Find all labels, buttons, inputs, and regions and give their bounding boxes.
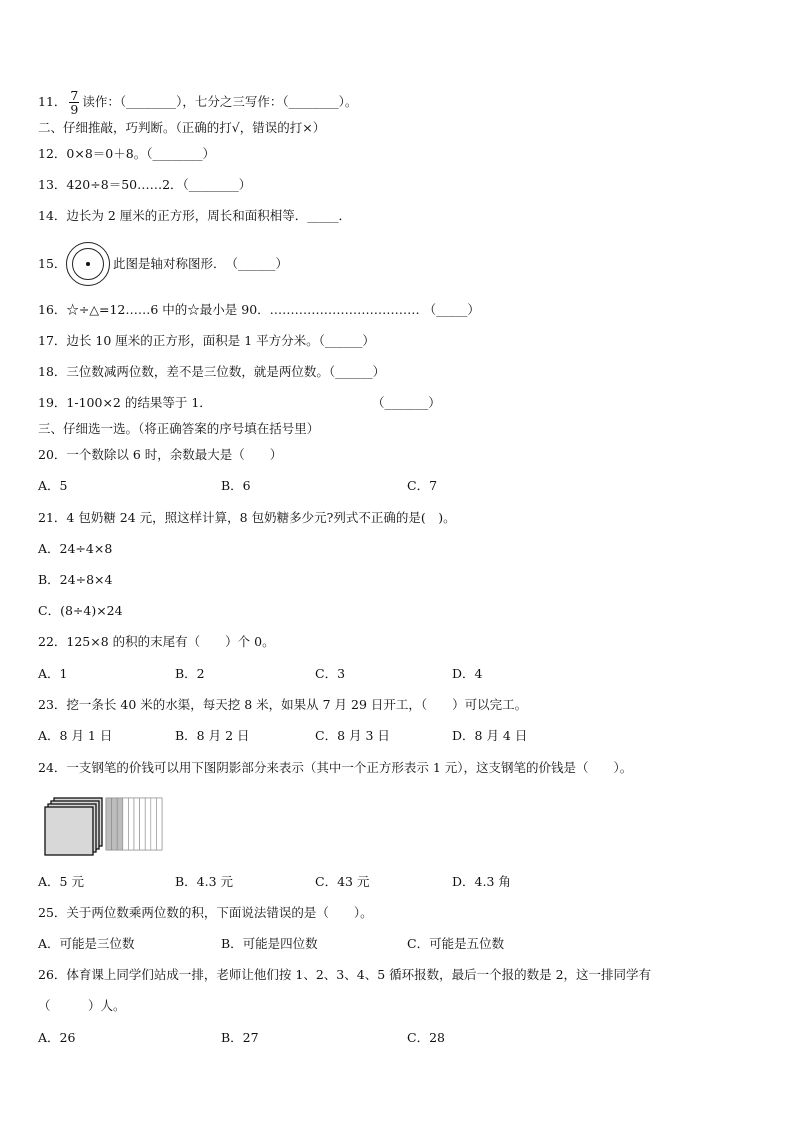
question-21: 21．4 包奶糖 24 元，照这样计算，8 包奶糖多少元?列式不正确的是( )。 (38, 510, 456, 525)
question-18: 18．三位数减两位数，差不是三位数，就是两位数。（______） (38, 364, 386, 379)
fraction-7-9: $\frac{7}{9}$ (70, 88, 79, 117)
tenth-strip (151, 798, 157, 850)
section-3-heading: 三、仔细选一选。（将正确答案的序号填在括号里） (38, 421, 320, 436)
option-b: B．4.3 元 (175, 874, 234, 889)
tenth-strip (128, 798, 134, 850)
option-a: A．26 (38, 1030, 76, 1045)
question-25: 25．关于两位数乘两位数的积，下面说法错误的是（ ）。 (38, 905, 373, 920)
option-c: C．可能是五位数 (407, 936, 505, 951)
question-20-options (38, 478, 758, 494)
shaded-tenth-strip (117, 798, 123, 850)
question-20: 20．一个数除以 6 时，余数最大是（ ） (38, 447, 283, 462)
option-d: D．4.3 角 (452, 874, 511, 889)
option-d: D．4 (452, 666, 483, 681)
option-a: A．5 元 (38, 874, 84, 889)
question-17: 17．边长 10 厘米的正方形，面积是 1 平方分米。（______） (38, 333, 375, 348)
question-23: 23．挖一条长 40 米的水渠，每天挖 8 米，如果从 7 月 29 日开工，（ ）可以完工。 (38, 697, 528, 712)
option-a: A．5 (38, 478, 68, 493)
question-15-number: 15． (38, 256, 67, 271)
question-16: 16．☆÷△=12……6 中的☆最小是 90．……………………………… （_____） (38, 302, 480, 317)
tenths-square (106, 798, 162, 850)
shaded-tenth-strip (112, 798, 118, 850)
tenth-strip (123, 798, 129, 850)
option-a: A．可能是三位数 (38, 936, 135, 951)
question-21-option-c: C．(8÷4)×24 (38, 603, 123, 618)
tenth-strip (145, 798, 151, 850)
question-26-line-2: （ ）人。 (38, 998, 126, 1013)
tenth-strip (156, 798, 162, 850)
question-19-blank: （_______） (372, 395, 441, 410)
question-15-text: 此图是轴对称图形． （______） (113, 256, 289, 271)
option-a: A．1 (38, 666, 68, 681)
question-24: 24．一支钢笔的价钱可以用下图阴影部分来表示（其中一个正方形表示 1 元），这支钢笔的价钱是（ ）。 (38, 760, 633, 775)
question-26-options (38, 1030, 758, 1046)
tenth-strip (140, 798, 146, 850)
option-b: B．8 月 2 日 (175, 728, 250, 743)
question-22-options (38, 666, 758, 682)
shaded-tenth-strip (106, 798, 112, 850)
question-23-options (38, 728, 758, 744)
option-c: C．7 (407, 478, 438, 493)
question-21-option-a: A．24÷4×8 (38, 541, 113, 556)
question-12: 12．0×8＝0＋8。（________） (38, 146, 215, 161)
option-a: A．8 月 1 日 (38, 728, 113, 743)
stacked-whole-squares (45, 798, 102, 855)
tenth-strip (134, 798, 140, 850)
option-b: B．27 (221, 1030, 259, 1045)
question-21-option-b: B．24÷8×4 (38, 572, 113, 587)
question-number: 11． (38, 94, 67, 109)
question-text: 读作：（________），七分之三写作：（________）。 (82, 94, 358, 109)
option-b: B．可能是四位数 (221, 936, 318, 951)
concentric-circles-figure (66, 242, 110, 286)
question-22: 22．125×8 的积的末尾有（ ）个 0。 (38, 634, 275, 649)
question-19: 19．1-100×2 的结果等于 1． (38, 395, 212, 410)
option-c: C．8 月 3 日 (315, 728, 390, 743)
section-2-heading: 二、仔细推敲，巧判断。（正确的打√，错误的打×） (38, 120, 326, 135)
money-squares-figure (44, 796, 174, 860)
question-14: 14．边长为 2 厘米的正方形，周长和面积相等．_____． (38, 208, 352, 223)
option-b: B．6 (221, 478, 251, 493)
question-25-options (38, 936, 758, 952)
question-11 (38, 89, 357, 116)
option-b: B．2 (175, 666, 205, 681)
question-13: 13．420÷8＝50……2．（________） (38, 177, 252, 192)
option-d: D．8 月 4 日 (452, 728, 528, 743)
option-c: C．28 (407, 1030, 445, 1045)
center-dot (86, 262, 90, 266)
question-26-line-1: 26．体育课上同学们站成一排，老师让他们按 1、2、3、4、5 循环报数，最后一个报的数是 2，这一排同学有 (38, 967, 652, 982)
option-c: C．43 元 (315, 874, 370, 889)
question-24-options (38, 874, 758, 890)
option-c: C．3 (315, 666, 346, 681)
